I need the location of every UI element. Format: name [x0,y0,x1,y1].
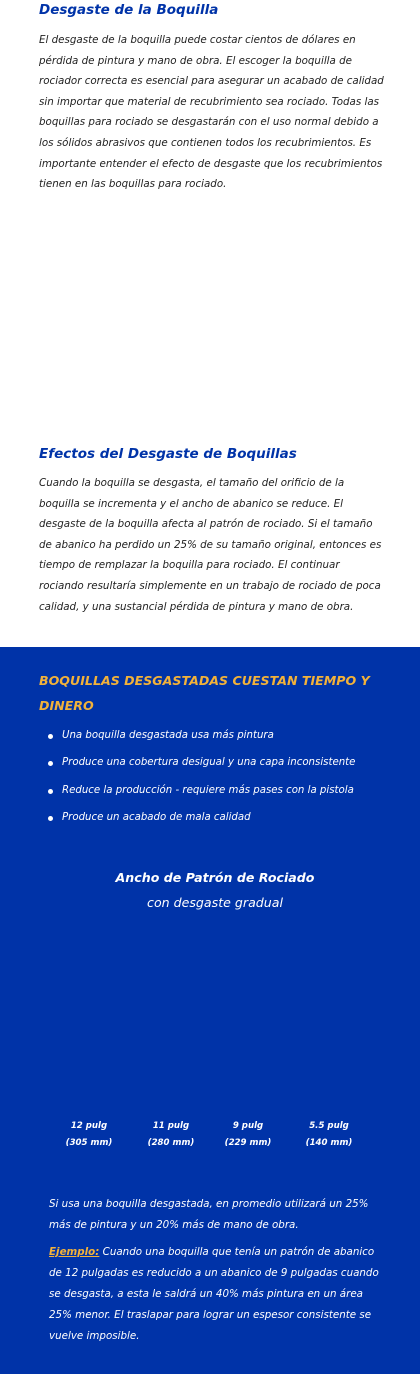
nozzle-wear-paragraph: El desgaste de la boquilla puede costar cientos de dólares en pérdida de pintura y mano de obra. El escoger la boquilla de rociador correcta es esencial para asegurar un acabado de calidad sin importar que material de recubrimiento sea rociado. Todas las boquillas para rociado se desgastarán con el uso normal debido a los sólidos abrasivos que contienen todos los recubrimientos. Es importante entender el efecto de desgaste que los recubrimientos tienen en las boquillas para rociado. [39,34,384,191]
pattern-size-mm: (280 mm) [147,1138,195,1148]
worn-nozzles-heading: BOQUILLAS DESGASTADAS CUESTAN TIEMPO Y DINERO [39,673,370,713]
pattern-size-mm: (305 mm) [65,1138,113,1148]
bullet-item: Produce una cobertura desigual y una capa inconsistente [48,753,398,780]
example-label: Ejemplo: [49,1246,100,1258]
pattern-size-label [49,1118,129,1152]
pattern-size-mm: (140 mm) [305,1138,353,1148]
nozzle-wear-heading: Desgaste de la Boquilla [39,2,219,18]
pattern-size-inches: 9 pulg [232,1121,264,1131]
pattern-size-label [289,1118,369,1152]
spray-pattern-title: Ancho de Patrón de Rociado [115,870,315,885]
spray-pattern-subtitle: con desgaste gradual [147,895,283,910]
wear-effects-paragraph: Cuando la boquilla se desgasta, el tamaño del orificio de la boquilla se incrementa y el ancho de abanico se reduce. El desgaste de la boquilla afecta al patrón de rociado. Si el tamaño de abanico ha perdido un 25% de su tamaño original, entonces es tiempo de remplazar la boquilla para rociado. El continuar rociando resultaría simplemente en un trabajo de rociado de poca calidad, y una sustancial pérdida de pintura y mano de obra. [39,477,382,613]
bullet-item: Reduce la producción - requiere más pases con la pistola [48,781,398,808]
worn-nozzle-summary: Si usa una boquilla desgastada, en promedio utilizará un 25% más de pintura y un 20% más de mano de obra. [49,1198,369,1231]
pattern-size-inches: 11 pulg [152,1121,190,1131]
example-paragraph [49,1242,379,1347]
bullet-item: Produce un acabado de mala calidad [48,808,398,835]
pattern-size-label [131,1118,211,1152]
pattern-size-mm: (229 mm) [224,1138,272,1148]
pattern-size-inches: 5.5 pulg [309,1121,349,1131]
bullet-item: Una boquilla desgastada usa más pintura [48,726,398,753]
worn-nozzle-bullet-list [48,726,398,835]
pattern-size-label [208,1118,288,1152]
pattern-size-inches: 12 pulg [70,1121,108,1131]
wear-effects-heading: Efectos del Desgaste de Boquillas [39,446,297,462]
example-text: Cuando una boquilla que tenía un patrón de abanico de 12 pulgadas es reducido a un abanico de 9 pulgadas cuando se desgasta, a esta le saldrá un 40% más pintura en un área 25% menor. El traslapar para lograr un espesor consistente se vuelve imposible. [49,1246,379,1342]
